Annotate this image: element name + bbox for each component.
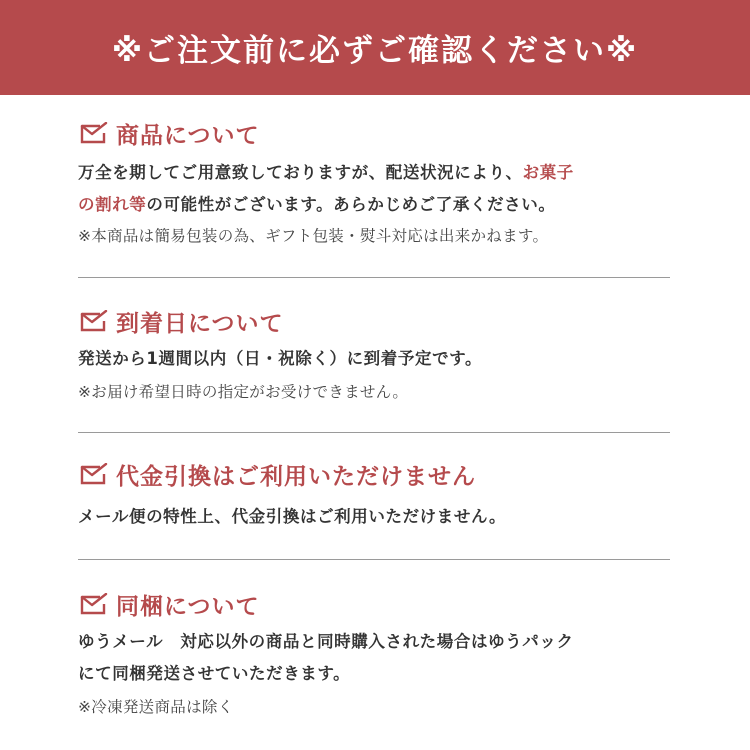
highlight-text: お菓子 (522, 163, 574, 182)
header-banner (0, 0, 750, 95)
section-heading (78, 457, 670, 491)
banner-title: ※ご注文前に必ずご確認ください※ (111, 33, 639, 69)
body-text: の可能性がございます。あらかじめご了承ください。 (146, 195, 556, 214)
section-body (78, 626, 670, 722)
section-arrival (78, 304, 670, 407)
divider (78, 432, 670, 433)
section-bundling (78, 587, 670, 722)
check-mail-icon (78, 463, 108, 485)
section-title: 到着日について (116, 310, 284, 337)
section-title: 同梱について (116, 593, 260, 620)
section-body (78, 501, 670, 533)
note-text: ※本商品は簡易包装の為、ギフト包装・熨斗対応は出来かねます。 (78, 227, 549, 245)
divider (78, 277, 670, 278)
body-line (78, 157, 670, 189)
section-heading (78, 304, 670, 338)
section-heading (78, 116, 670, 150)
body-text: メール便の特性上、代金引換はご利用いただけません。 (78, 507, 507, 526)
body-text: ゆうメール 対応以外の商品と同時購入された場合はゆうパック (78, 632, 574, 651)
check-mail-icon (78, 122, 108, 144)
body-text: 万全を期してご用意致しておりますが、配送状況により、 (78, 163, 523, 182)
note-text: ※冷凍発送商品は除く (78, 698, 234, 716)
body-line (78, 189, 670, 221)
check-mail-icon (78, 593, 108, 615)
section-cod (78, 457, 670, 533)
section-heading (78, 587, 670, 621)
check-mail-icon (78, 310, 108, 332)
section-title: 代金引換はご利用いただけません (116, 463, 476, 490)
note-text: ※お届け希望日時の指定がお受けできません。 (78, 383, 409, 401)
highlight-text: の割れ等 (78, 195, 147, 214)
section-body (78, 157, 670, 251)
section-title: 商品について (116, 122, 260, 149)
section-body (78, 343, 670, 407)
body-text: 発送から1週間以内（日・祝除く）に到着予定です。 (78, 349, 483, 368)
section-product (78, 116, 670, 251)
divider (78, 559, 670, 560)
body-text: にて同梱発送させていただきます。 (78, 664, 351, 683)
